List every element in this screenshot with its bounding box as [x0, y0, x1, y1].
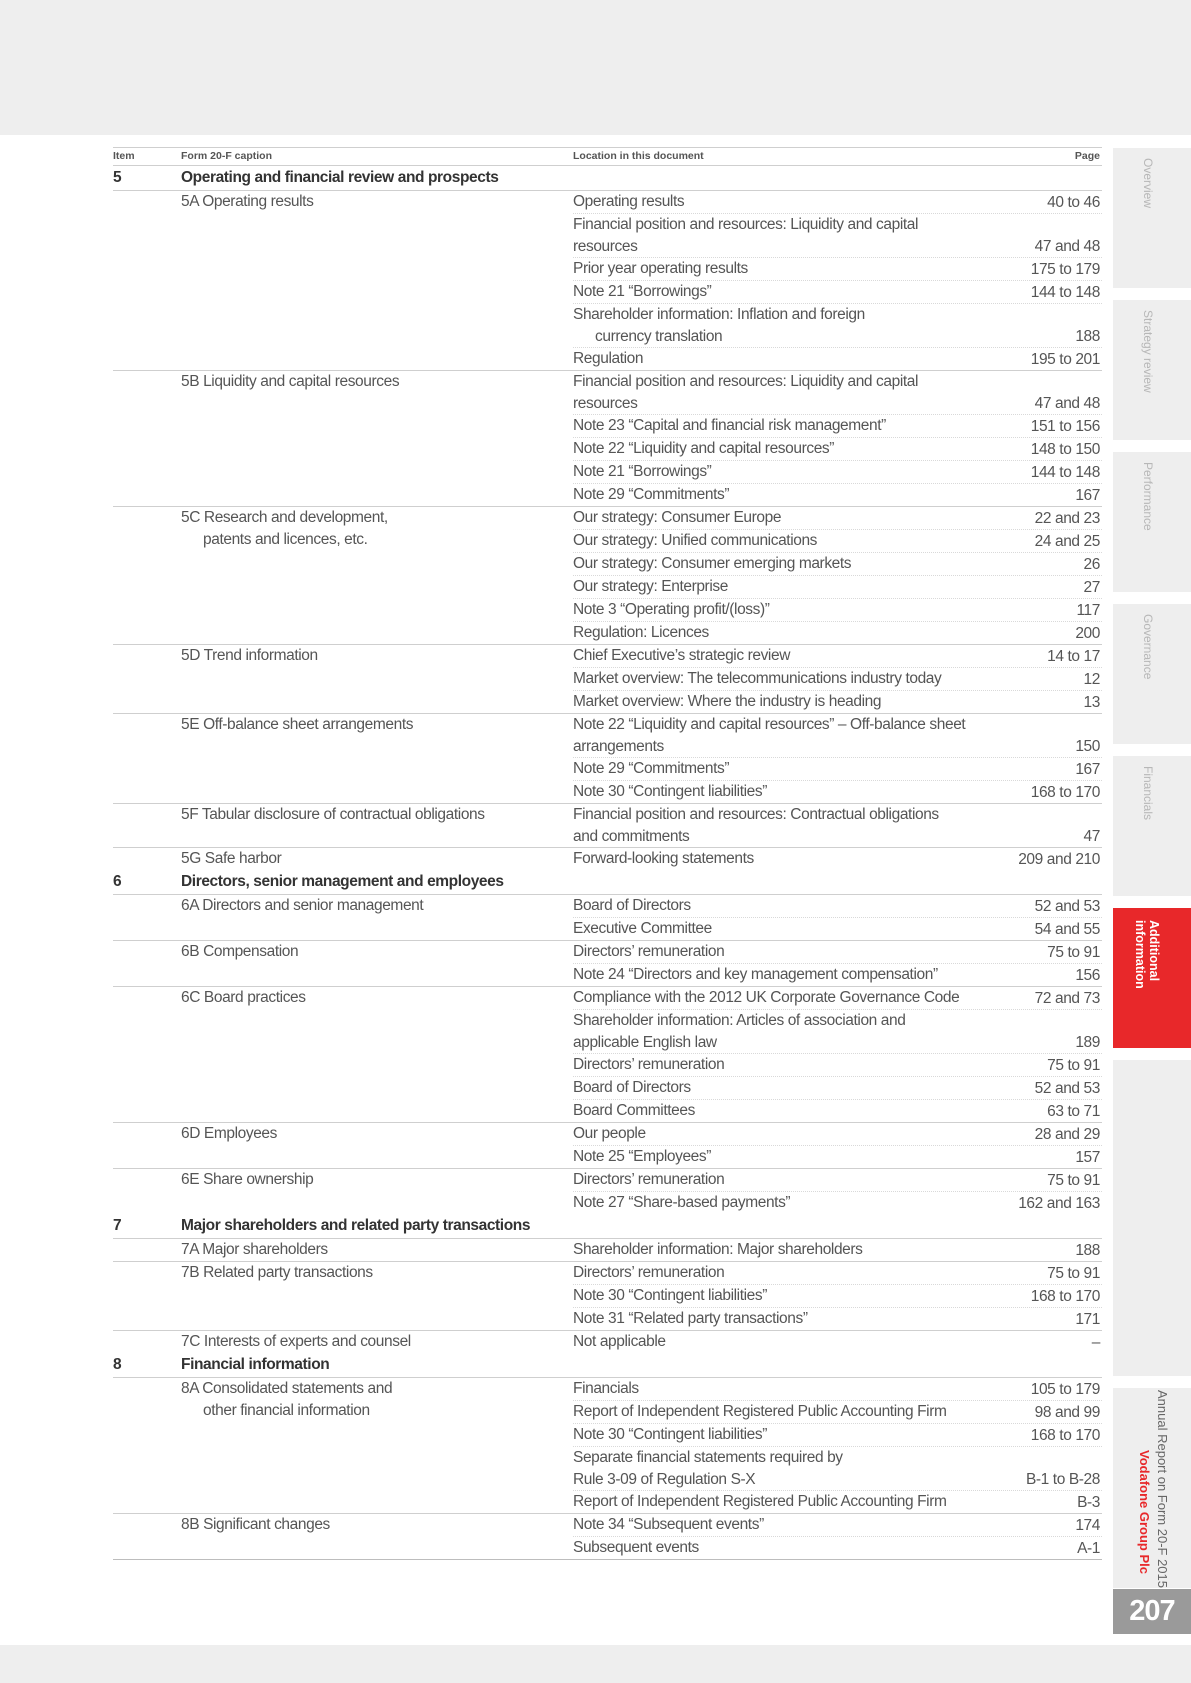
page-reference: 75 to 91: [1047, 1171, 1100, 1189]
location-entry: [573, 1536, 1102, 1559]
page-reference: B-1 to B-28: [1025, 1470, 1100, 1488]
page-reference: 144 to 148: [1030, 463, 1100, 481]
location-text: Financial position and resources: Liquidity and capital: [573, 373, 919, 390]
location-entry: [573, 1514, 1102, 1536]
location-entry: [573, 257, 1102, 280]
location-entry: [573, 714, 1102, 757]
subitem-caption: [181, 371, 561, 393]
location-text: Board of Directors: [573, 897, 691, 914]
location-list: [573, 1378, 1102, 1513]
caption-line: 6C Board practices: [181, 989, 306, 1006]
location-entry: [573, 460, 1102, 483]
location-text: Executive Committee: [573, 920, 712, 937]
location-entry: [573, 371, 1102, 414]
page-reference: 195 to 201: [1030, 350, 1100, 368]
location-entry: [573, 507, 1102, 529]
page-reference: A-1: [1077, 1539, 1100, 1557]
location-text: arrangements: [573, 737, 664, 755]
location-entry: [573, 529, 1102, 552]
location-text: Note 29 “Commitments”: [573, 486, 730, 503]
location-text: Directors’ remuneration: [573, 1171, 725, 1188]
section-number: 5: [113, 169, 122, 186]
location-text: Note 25 “Employees”: [573, 1148, 711, 1165]
caption-line: 5D Trend information: [181, 647, 318, 664]
location-text: Operating results: [573, 193, 685, 210]
location-entry: [573, 1053, 1102, 1076]
page-reference: 148 to 150: [1030, 440, 1100, 458]
subitem-caption: [181, 941, 561, 963]
page-reference: 167: [1075, 486, 1100, 504]
tab-label: Additional information: [1133, 920, 1161, 989]
location-entry: [573, 191, 1102, 213]
location-text: Directors’ remuneration: [573, 1056, 725, 1073]
section-row: [113, 1353, 1102, 1378]
page-reference: 63 to 71: [1047, 1102, 1100, 1120]
tab-label: Governance: [1141, 614, 1155, 680]
location-entry: [573, 941, 1102, 963]
section-title: Major shareholders and related party transactions: [181, 1217, 531, 1234]
location-entry: [573, 690, 1102, 713]
subitem-caption: [181, 714, 561, 736]
tab-financials[interactable]: [1113, 756, 1191, 896]
table-end-rule: [113, 1559, 1102, 1560]
tab-performance[interactable]: [1113, 452, 1191, 592]
section-title: Financial information: [181, 1356, 330, 1373]
page-reference: 24 and 25: [1034, 532, 1100, 550]
location-entry: [573, 414, 1102, 437]
location-list: [573, 895, 1102, 940]
tab-strategy-review[interactable]: [1113, 300, 1191, 440]
location-entry: [573, 483, 1102, 506]
subitem-caption: [181, 507, 561, 550]
section-title: Operating and financial review and prospects: [181, 169, 499, 186]
location-entry: [573, 1262, 1102, 1284]
tab-additional-information[interactable]: [1113, 908, 1191, 1048]
page-reference: 27: [1083, 578, 1100, 596]
tab-label: Performance: [1141, 462, 1155, 531]
page-reference: 171: [1075, 1310, 1100, 1328]
location-text: Directors’ remuneration: [573, 1264, 725, 1281]
subitem-caption: [181, 804, 561, 826]
page-reference: 188: [1075, 327, 1100, 345]
location-text: currency translation: [595, 327, 723, 345]
location-text: Note 22 “Liquidity and capital resources” – Off-balance sheet: [573, 716, 966, 733]
caption-line: 5F Tabular disclosure of contractual obligations: [181, 806, 485, 823]
location-text: Note 34 “Subsequent events”: [573, 1516, 764, 1533]
location-entry: [573, 552, 1102, 575]
location-entry: [573, 987, 1102, 1009]
page-reference: 168 to 170: [1030, 1287, 1100, 1305]
location-text: Board of Directors: [573, 1079, 691, 1096]
subitem-group: [113, 895, 1102, 940]
location-text: Our strategy: Consumer emerging markets: [573, 555, 852, 572]
location-text: Note 30 “Contingent liabilities”: [573, 1287, 767, 1304]
page-reference: 157: [1075, 1148, 1100, 1166]
page-reference: 54 and 55: [1034, 920, 1100, 938]
caption-line: 7C Interests of experts and counsel: [181, 1333, 411, 1350]
page-reference: 175 to 179: [1030, 260, 1100, 278]
location-entry: [573, 848, 1102, 870]
location-entry: [573, 1307, 1102, 1330]
bottom-band: [0, 1645, 1191, 1683]
location-entry: [573, 645, 1102, 667]
subitem-group: [113, 1378, 1102, 1513]
page-reference: 209 and 210: [1018, 850, 1100, 868]
location-entry: [573, 598, 1102, 621]
location-text: Financial position and resources: Liquidity and capital: [573, 216, 919, 233]
location-entry: [573, 1490, 1102, 1513]
location-text: Rule 3-09 of Regulation S-X: [573, 1470, 756, 1488]
tab-governance[interactable]: [1113, 604, 1191, 744]
section-row: [113, 1214, 1102, 1239]
page-reference: 12: [1083, 670, 1100, 688]
location-text: Financials: [573, 1380, 639, 1397]
page-reference: 156: [1075, 966, 1100, 984]
location-text: Note 23 “Capital and financial risk management”: [573, 417, 886, 434]
location-entry: [573, 1169, 1102, 1191]
tab-label: Overview: [1141, 158, 1155, 209]
location-text: resources: [573, 394, 638, 412]
caption-line: 8A Consolidated statements and: [181, 1380, 393, 1397]
subitem-group: [113, 940, 1102, 986]
page-reference: 189: [1075, 1033, 1100, 1051]
location-text: Note 31 “Related party transactions”: [573, 1310, 808, 1327]
location-list: [573, 1262, 1102, 1330]
caption-line: 5C Research and development,: [181, 509, 388, 526]
caption-line: 8B Significant changes: [181, 1516, 330, 1533]
location-text: Our people: [573, 1125, 646, 1142]
page-reference: 168 to 170: [1030, 1426, 1100, 1444]
header-item: Item: [113, 150, 135, 162]
table-header: [113, 147, 1102, 166]
top-band: [0, 0, 1191, 135]
location-entry: [573, 213, 1102, 257]
location-entry: [573, 895, 1102, 917]
location-list: [573, 1331, 1102, 1353]
subitem-group: [113, 191, 1102, 370]
location-text: Shareholder information: Major shareholders: [573, 1241, 863, 1258]
subitem-group: [113, 644, 1102, 713]
location-list: [573, 371, 1102, 506]
caption-line: patents and licences, etc.: [203, 530, 368, 548]
location-text: resources: [573, 237, 638, 255]
location-text: Regulation: [573, 350, 644, 367]
location-text: Report of Independent Registered Public Accounting Firm: [573, 1403, 947, 1420]
location-entry: [573, 621, 1102, 644]
location-entry: [573, 757, 1102, 780]
page-reference: 188: [1075, 1241, 1100, 1259]
location-entry: [573, 1378, 1102, 1400]
subitem-caption: [181, 1378, 561, 1421]
page-reference: 151 to 156: [1030, 417, 1100, 435]
location-entry: [573, 1331, 1102, 1353]
location-entry: [573, 1284, 1102, 1307]
subitem-group: [113, 986, 1102, 1122]
location-text: Market overview: Where the industry is heading: [573, 693, 882, 710]
location-entry: [573, 347, 1102, 370]
subitem-group: [113, 506, 1102, 644]
subitem-group: [113, 1513, 1102, 1559]
location-entry: [573, 303, 1102, 347]
location-text: and commitments: [573, 827, 690, 845]
subitem-group: [113, 1330, 1102, 1353]
location-list: [573, 848, 1102, 870]
location-list: [573, 1169, 1102, 1214]
subitem-group: [113, 1239, 1102, 1261]
page-reference: 200: [1075, 624, 1100, 642]
location-entry: [573, 1145, 1102, 1168]
tab-filler: [1113, 1060, 1191, 1376]
location-entry: [573, 1400, 1102, 1423]
subitem-caption: [181, 1169, 561, 1191]
page-reference: 75 to 91: [1047, 1264, 1100, 1282]
location-entry: [573, 1191, 1102, 1214]
subitem-caption: [181, 1123, 561, 1145]
location-text: Our strategy: Consumer Europe: [573, 509, 782, 526]
page-reference: 144 to 148: [1030, 283, 1100, 301]
subitem-caption: [181, 848, 561, 870]
cross-reference-table: [113, 147, 1102, 1560]
location-entry: [573, 804, 1102, 847]
location-text: Financial position and resources: Contractual obligations: [573, 806, 939, 823]
location-entry: [573, 1099, 1102, 1122]
caption-line: 6D Employees: [181, 1125, 277, 1142]
caption-line: 5G Safe harbor: [181, 850, 282, 867]
location-list: [573, 941, 1102, 986]
section-number: 7: [113, 1217, 122, 1234]
subitem-caption: [181, 1514, 561, 1536]
location-text: Separate financial statements required by: [573, 1449, 843, 1466]
subitem-caption: [181, 987, 561, 1009]
page-reference: 47 and 48: [1034, 394, 1100, 412]
brand-name: Vodafone Group Plc: [1137, 1450, 1152, 1574]
brand-block: [1113, 1388, 1191, 1588]
location-list: [573, 645, 1102, 713]
caption-line: 6E Share ownership: [181, 1171, 314, 1188]
page-reference: 47: [1083, 827, 1100, 845]
subitem-caption: [181, 1239, 561, 1261]
page-reference: 117: [1076, 601, 1100, 619]
location-entry: [573, 1423, 1102, 1446]
page-reference: 47 and 48: [1034, 237, 1100, 255]
table-body: [113, 166, 1102, 1559]
location-list: [573, 714, 1102, 803]
caption-line: 7B Related party transactions: [181, 1264, 373, 1281]
location-entry: [573, 780, 1102, 803]
location-text: Forward-looking statements: [573, 850, 754, 867]
page-reference: 75 to 91: [1047, 1056, 1100, 1074]
page-reference: 72 and 73: [1034, 989, 1100, 1007]
location-text: Note 21 “Borrowings”: [573, 463, 712, 480]
page-reference: 167: [1075, 760, 1100, 778]
subitem-group: [113, 1168, 1102, 1214]
location-list: [573, 1239, 1102, 1261]
location-text: Our strategy: Enterprise: [573, 578, 728, 595]
tab-label: Financials: [1141, 766, 1155, 821]
location-text: Note 27 “Share-based payments”: [573, 1194, 791, 1211]
subitem-caption: [181, 191, 561, 213]
location-text: Market overview: The telecommunications industry today: [573, 670, 942, 687]
tab-overview[interactable]: [1113, 148, 1191, 288]
caption-line: 7A Major shareholders: [181, 1241, 328, 1258]
location-entry: [573, 1446, 1102, 1490]
subitem-group: [113, 370, 1102, 506]
location-entry: [573, 437, 1102, 460]
location-text: applicable English law: [573, 1033, 717, 1051]
subitem-group: [113, 1261, 1102, 1330]
page-reference: 40 to 46: [1047, 193, 1100, 211]
caption-line: 6B Compensation: [181, 943, 299, 960]
location-entry: [573, 1239, 1102, 1261]
page-reference: 28 and 29: [1034, 1125, 1100, 1143]
header-caption: Form 20-F caption: [181, 150, 273, 162]
caption-line: 5E Off-balance sheet arrangements: [181, 716, 414, 733]
location-text: Directors’ remuneration: [573, 943, 725, 960]
page-reference: 168 to 170: [1030, 783, 1100, 801]
section-title: Directors, senior management and employees: [181, 873, 504, 890]
location-entry: [573, 1076, 1102, 1099]
section-number: 6: [113, 873, 122, 890]
subitem-caption: [181, 645, 561, 667]
location-text: Note 24 “Directors and key management compensation”: [573, 966, 938, 983]
caption-line: 5A Operating results: [181, 193, 314, 210]
location-entry: [573, 280, 1102, 303]
subitem-group: [113, 1122, 1102, 1168]
location-text: Note 21 “Borrowings”: [573, 283, 712, 300]
page-reference: 26: [1083, 555, 1100, 573]
location-text: Shareholder information: Inflation and foreign: [573, 306, 865, 323]
page-reference: 52 and 53: [1034, 1079, 1100, 1097]
location-text: Note 30 “Contingent liabilities”: [573, 783, 767, 800]
location-entry: [573, 963, 1102, 986]
caption-line: other financial information: [203, 1401, 370, 1419]
subitem-caption: [181, 1262, 561, 1284]
subitem-group: [113, 713, 1102, 803]
page-reference: 174: [1075, 1516, 1100, 1534]
report-subtitle: Annual Report on Form 20-F 2015: [1155, 1390, 1170, 1588]
location-list: [573, 507, 1102, 644]
page-reference: 14 to 17: [1047, 647, 1100, 665]
location-text: Note 29 “Commitments”: [573, 760, 730, 777]
page-reference: 13: [1083, 693, 1100, 711]
page-reference: 52 and 53: [1034, 897, 1100, 915]
location-entry: [573, 1009, 1102, 1053]
subitem-group: [113, 847, 1102, 870]
location-list: [573, 1514, 1102, 1559]
location-text: Note 3 “Operating profit/(loss)”: [573, 601, 770, 618]
page-reference: 150: [1075, 737, 1100, 755]
page-number: 207: [1113, 1589, 1191, 1634]
location-text: Our strategy: Unified communications: [573, 532, 818, 549]
subitem-group: [113, 803, 1102, 847]
location-entry: [573, 575, 1102, 598]
page-reference: 98 and 99: [1034, 1403, 1100, 1421]
page-reference: 162 and 163: [1018, 1194, 1100, 1212]
subitem-caption: [181, 1331, 561, 1353]
location-text: Board Committees: [573, 1102, 695, 1119]
caption-line: 6A Directors and senior management: [181, 897, 424, 914]
header-location: Location in this document: [573, 150, 704, 162]
header-page: Page: [1074, 150, 1100, 162]
location-text: Subsequent events: [573, 1539, 699, 1556]
location-list: [573, 804, 1102, 847]
page-reference: 105 to 179: [1030, 1380, 1100, 1398]
subitem-caption: [181, 895, 561, 917]
page-reference: B-3: [1077, 1493, 1100, 1511]
location-list: [573, 987, 1102, 1122]
location-entry: [573, 667, 1102, 690]
location-text: Compliance with the 2012 UK Corporate Governance Code: [573, 989, 960, 1006]
page-reference: 75 to 91: [1047, 943, 1100, 961]
location-text: Prior year operating results: [573, 260, 748, 277]
section-row: [113, 166, 1102, 191]
section-row: [113, 870, 1102, 895]
caption-line: 5B Liquidity and capital resources: [181, 373, 400, 390]
location-text: Chief Executive’s strategic review: [573, 647, 790, 664]
location-text: Regulation: Licences: [573, 624, 709, 641]
location-text: Report of Independent Registered Public Accounting Firm: [573, 1493, 947, 1510]
location-text: Not applicable: [573, 1333, 666, 1350]
tab-label: Strategy review: [1141, 310, 1155, 393]
location-text: Shareholder information: Articles of association and: [573, 1012, 906, 1029]
section-number: 8: [113, 1356, 122, 1373]
location-list: [573, 191, 1102, 370]
location-text: Note 22 “Liquidity and capital resources”: [573, 440, 835, 457]
page-reference: –: [1091, 1333, 1100, 1351]
page-reference: 22 and 23: [1034, 509, 1100, 527]
location-entry: [573, 917, 1102, 940]
location-list: [573, 1123, 1102, 1168]
location-text: Note 30 “Contingent liabilities”: [573, 1426, 767, 1443]
location-entry: [573, 1123, 1102, 1145]
